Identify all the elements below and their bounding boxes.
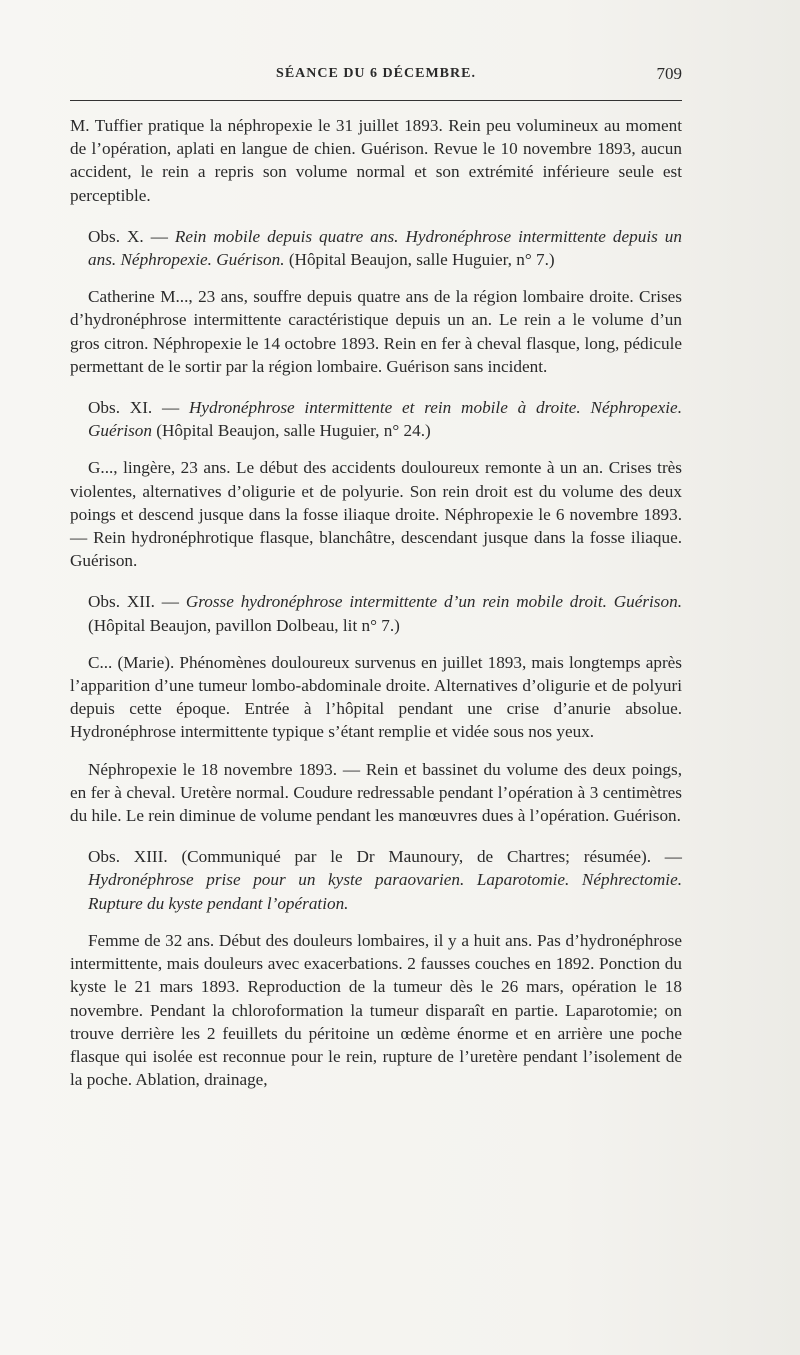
observation-reference: (Hôpital Beaujon, salle Huguier, n° 7.)	[284, 250, 555, 270]
observation-reference: (Hôpital Beaujon, pavillon Dolbeau, lit n° 7.)	[88, 615, 400, 635]
observation-11-heading	[70, 396, 682, 442]
observation-title: Grosse hydronéphrose intermittente d’un rein mobile droit. Guérison.	[185, 592, 682, 612]
paragraph-marie: C... (Marie). Phénomènes douloureux survenus en juillet 1893, mais longtemps après l’apparition d’une tumeur lombo-abdominale droite. Alternatives d’oligurie et de polyuri depuis cette époque. Entrée à l’hôpital pendant une crise d’anurie absolue. Hydronéphrose intermittente typique s’étant remplie et vidée sous nos yeux.	[70, 652, 682, 742]
paragraph-tuffier: M. Tuffier pratique la néphropexie le 31 juillet 1893. Rein peu volumineux au moment de l’opération, aplati en langue de chien. Guérison. Revue le 10 novembre 1893, aucun accident, le rein a repris son volume normal et son extrémité inférieure seule est perceptible.	[70, 116, 682, 205]
paragraph-catherine: Catherine M..., 23 ans, souffre depuis quatre ans de la région lombaire droite. Crises d’hydronéphrose intermittente caractéristique depuis un an. Le rein a le volume d’un gros citron. Néphropexie le 14 octobre 1893. Rein en fer à cheval flasque, long, pédicule permettant de le sortir par la région lombaire. Guérison sans incident.	[70, 287, 682, 376]
observation-label: Obs. XIII. (Communiqué par le Dr Maunoury, de Chartres; résumée). —	[88, 847, 682, 867]
paragraph-g: G..., lingère, 23 ans. Le début des accidents douloureux remonte à un an. Crises très violentes, alternatives d’oligurie et de polyurie. Son rein droit est du volume des deux poings et descend jusque dans la fosse iliaque droite. Néphropexie le 6 novembre 1893. — Rein hydronéphrotique flasque, blanchâtre, descendant jusque dans la fosse iliaque. Guérison.	[70, 458, 682, 571]
observation-label: Obs. XI. —	[88, 398, 189, 418]
observation-title: Hydronéphrose intermittente et rein mobile à droite. Néphropexie. Guérison	[88, 398, 682, 441]
observation-label: Obs. X. —	[88, 226, 175, 246]
observation-title: Hydronéphrose prise pour un kyste paraovarien. Laparotomie. Néphrectomie. Rupture du kyste pendant l’opération.	[88, 870, 682, 913]
running-title: SÉANCE DU 6 DÉCEMBRE.	[276, 66, 476, 81]
paragraph-femme: Femme de 32 ans. Début des douleurs lombaires, il y a huit ans. Pas d’hydronéphrose intermittente, mais douleurs avec exacerbations. 2 fausses couches en 1892. Ponction du kyste le 21 mars 1893. Reproduction de la tumeur dès le 26 mars, opération le 18 novembre. Pendant la chloroformation la tumeur disparaît en partie. Laparotomie; on trouve derrière les 2 feuillets du péritoine un œdème énorme et en arrière une poche flasque qui isolée est reconnue pour le rein, rupture de l’uretère pendant l’isolement de la poche. Ablation, drainage,	[70, 930, 682, 1090]
page-number: 709	[656, 64, 682, 83]
observation-reference: (Hôpital Beaujon, salle Huguier, n° 24.)	[151, 421, 431, 441]
observation-title: Rein mobile depuis quatre ans. Hydronéphrose intermittente depuis un ans. Néphropexie. Guérison.	[88, 226, 682, 270]
observation-12-heading	[70, 590, 682, 636]
paragraph-nephropexie: Néphropexie le 18 novembre 1893. — Rein et bassinet du volume des deux poings, en fer à cheval. Uretère normal. Coudure redressable pendant l’opération à 3 centimètres du hile. Le rein diminue de volume pendant les manœuvres dues à l’opération. Guérison.	[70, 759, 682, 826]
observation-13-heading	[70, 845, 682, 915]
page-body	[70, 114, 682, 1091]
observation-10-heading	[70, 225, 682, 271]
header-rule	[70, 100, 682, 101]
observation-label: Obs. XII. —	[88, 592, 186, 612]
page-header	[70, 62, 682, 88]
